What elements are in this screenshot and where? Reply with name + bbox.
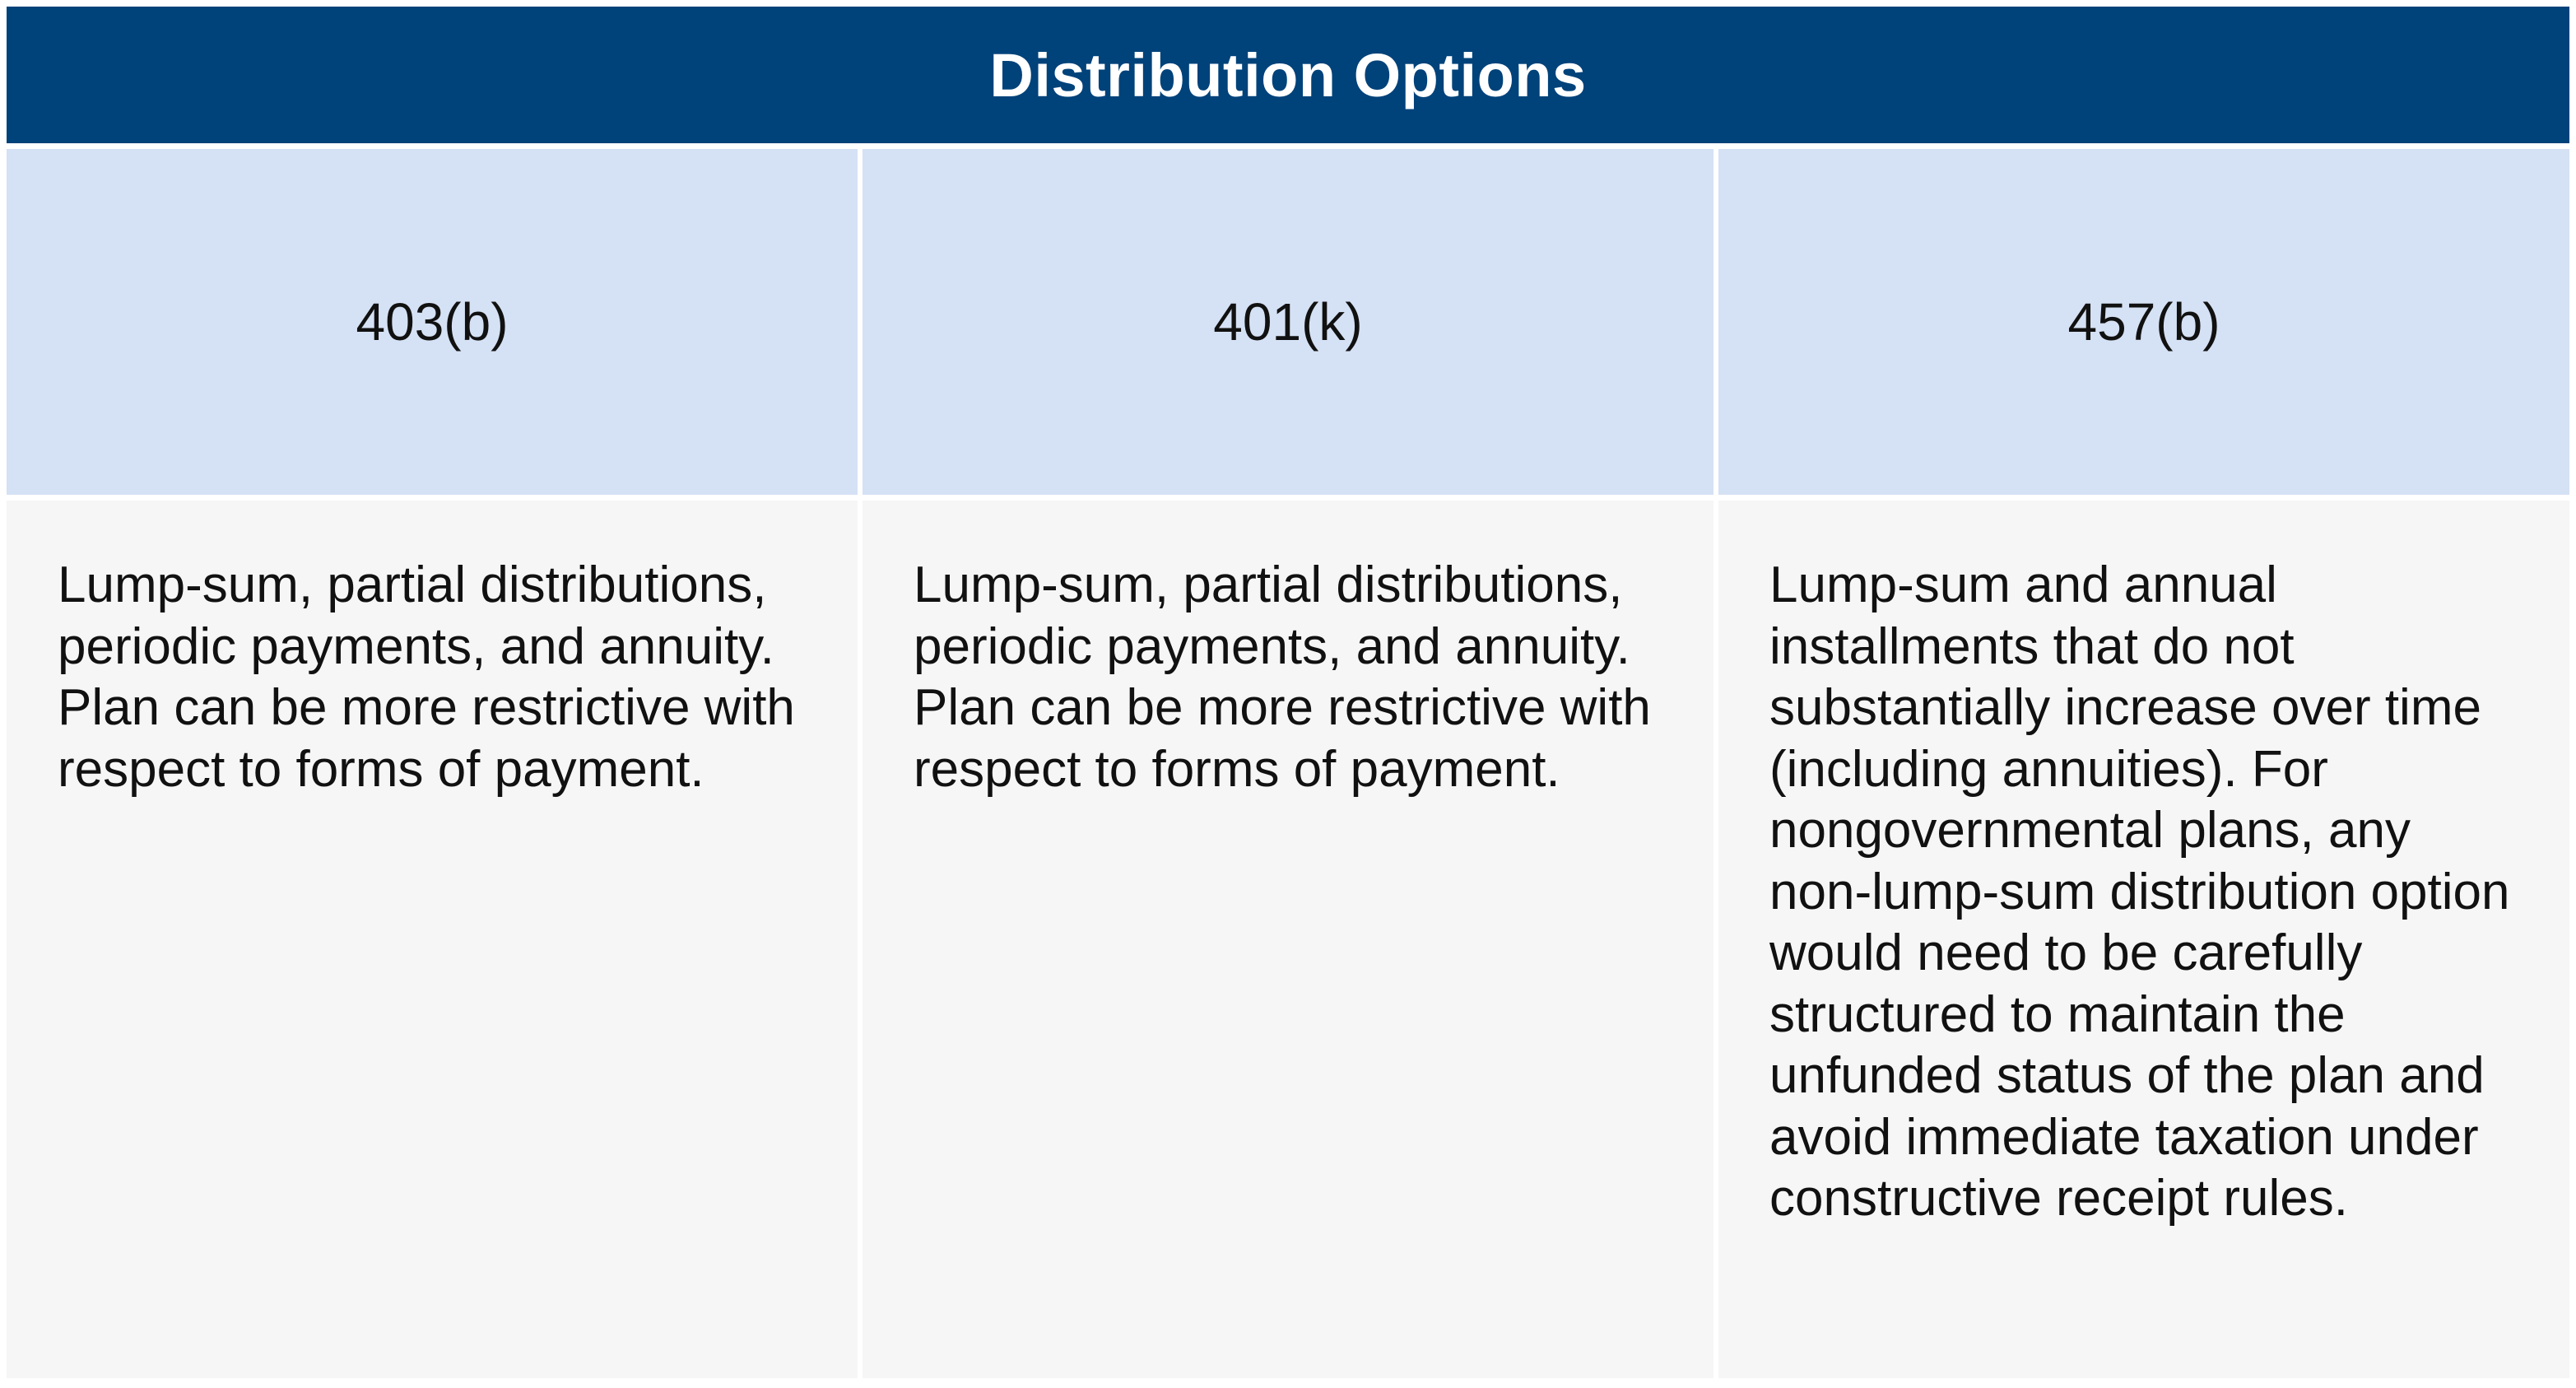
column-body-403b [7, 501, 858, 1378]
column-header-403b [7, 149, 858, 495]
column-header-label: 403(b) [356, 292, 509, 352]
column-body-text: Lump-sum, partial distributions, periodic payments, and annuity. Plan can be more restrictive with respect to forms of payment. [914, 557, 1651, 798]
column-body-text: Lump-sum and annual installments that do not substantially increase over time (including annuities). For nongovernmental plans, any non-lump-sum distribution option would need to be carefully structured to maintain the unfunded status of the plan and avoid immediate taxation under constructive receipt rules. [1769, 557, 2510, 1227]
distribution-options-table [7, 7, 2569, 1378]
column-header-401k [863, 149, 1713, 495]
table-title: Distribution Options [989, 40, 1587, 109]
column-header-label: 457(b) [2067, 292, 2220, 352]
column-header-457b [1718, 149, 2569, 495]
column-header-label: 401(k) [1213, 292, 1363, 352]
table-title-bar [7, 7, 2569, 143]
column-body-457b [1718, 501, 2569, 1378]
column-body-401k [863, 501, 1713, 1378]
column-body-text: Lump-sum, partial distributions, periodic payments, and annuity. Plan can be more restrictive with respect to forms of payment. [58, 557, 795, 798]
